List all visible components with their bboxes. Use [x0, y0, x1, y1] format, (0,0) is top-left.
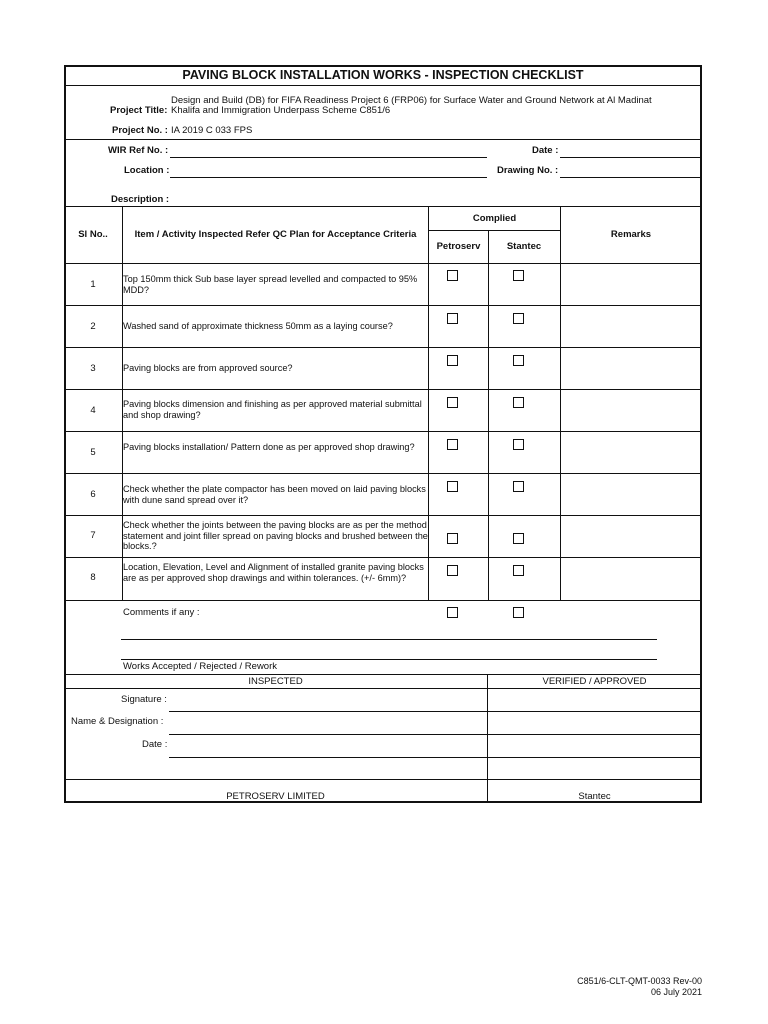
document-date: 06 July 2021	[650, 987, 702, 997]
name-designation-field[interactable]	[169, 734, 702, 735]
petroserv-checkbox[interactable]	[447, 313, 458, 324]
row-number: 8	[90, 572, 96, 583]
signoff-header-divider	[64, 688, 702, 689]
col-complied-header: Complied	[472, 213, 517, 224]
stantec-checkbox[interactable]	[513, 397, 524, 408]
stantec-checkbox[interactable]	[513, 533, 524, 544]
row-number: 6	[90, 489, 96, 500]
wir-ref-label: WIR Ref No. :	[108, 145, 169, 156]
date-field[interactable]	[560, 157, 700, 158]
row-number: 2	[90, 321, 96, 332]
stantec-checkbox[interactable]	[513, 439, 524, 450]
row-item-text: Washed sand of approximate thickness 50mm as a laying course?	[123, 321, 393, 331]
company-divider	[64, 779, 702, 780]
comments-label: Comments if any :	[123, 607, 200, 618]
project-title-label: Project Title:	[110, 105, 168, 116]
petroserv-checkbox[interactable]	[447, 481, 458, 492]
col-stantec-header: Stantec	[506, 241, 542, 252]
petroserv-checkbox[interactable]	[447, 355, 458, 366]
table-top-border	[64, 206, 702, 207]
signoff-top-border	[64, 674, 702, 675]
description-label: Description :	[111, 194, 170, 205]
row-item-text: Paving blocks dimension and finishing as per approved material submittal and shop drawing?	[123, 399, 422, 420]
row-number: 4	[90, 405, 96, 416]
right-company-name: Stantec	[578, 791, 611, 802]
wir-ref-field[interactable]	[170, 157, 487, 158]
signoff-col-divider	[487, 674, 488, 803]
signature-label: Signature :	[121, 694, 167, 705]
row-divider	[64, 305, 702, 306]
project-no-label: Project No. :	[112, 125, 168, 136]
col-sl-header: Sl No..	[78, 229, 108, 240]
petroserv-checkbox[interactable]	[447, 397, 458, 408]
col-item-header: Item / Activity Inspected Refer QC Plan for Acceptance Criteria	[134, 229, 417, 240]
date-label: Date :	[532, 145, 559, 156]
row-item-text: Top 150mm thick Sub base layer spread levelled and compacted to 95% MDD?	[123, 274, 418, 295]
signoff-date-label: Date :	[142, 739, 168, 750]
row-divider	[64, 473, 702, 474]
signoff-date-field[interactable]	[169, 757, 702, 758]
col-line-item	[428, 206, 429, 600]
row-divider	[64, 431, 702, 432]
location-label: Location :	[124, 165, 170, 176]
row-item-text: Paving blocks installation/ Pattern done as per approved shop drawing?	[123, 442, 415, 452]
location-field[interactable]	[170, 177, 487, 178]
project-title-line2: Khalifa and Immigration Underpass Scheme C851/6	[171, 105, 391, 116]
table-bottom-border	[64, 600, 702, 601]
title-divider	[64, 85, 702, 86]
stantec-checkbox[interactable]	[513, 355, 524, 366]
row-number: 5	[90, 447, 96, 458]
table-header-bottom	[64, 263, 702, 264]
row-divider	[64, 389, 702, 390]
stantec-checkbox[interactable]	[513, 481, 524, 492]
row-item-text: Check whether the joints between the paving blocks are as per the method statement and joint filler spread on paving blocks and brushed between the blocks.?	[123, 520, 428, 552]
header-divider	[64, 139, 702, 140]
inspected-header: INSPECTED	[248, 676, 303, 687]
petroserv-checkbox[interactable]	[447, 270, 458, 281]
works-status-label: Works Accepted / Rejected / Rework	[123, 661, 277, 672]
col-remarks-header: Remarks	[610, 229, 652, 240]
stantec-checkbox[interactable]	[513, 270, 524, 281]
row-divider	[64, 515, 702, 516]
row-number: 3	[90, 363, 96, 374]
col-line-stantec	[560, 206, 561, 600]
name-designation-label: Name & Designation :	[71, 716, 164, 727]
col-line-petroserv	[488, 230, 489, 600]
col-petroserv-header: Petroserv	[436, 241, 481, 252]
left-company-name: PETROSERV LIMITED	[226, 791, 325, 802]
project-title-line1: Design and Build (DB) for FIFA Readiness Project 6 (FRP06) for Surface Water and Ground Network at Al Madinat	[171, 95, 652, 106]
drawing-no-field[interactable]	[560, 177, 700, 178]
petroserv-checkbox[interactable]	[447, 439, 458, 450]
drawing-no-label: Drawing No. :	[497, 165, 559, 176]
document-number: C851/6-CLT-QMT-0033 Rev-00	[577, 976, 702, 986]
petroserv-comment-checkbox[interactable]	[447, 607, 458, 618]
stantec-comment-checkbox[interactable]	[513, 607, 524, 618]
row-item-text: Location, Elevation, Level and Alignment of installed granite paving blocks are as per approved shop drawings and within tolerances. (+/- 6mm)?	[123, 562, 424, 583]
row-divider	[64, 347, 702, 348]
stantec-checkbox[interactable]	[513, 565, 524, 576]
comments-line[interactable]	[121, 639, 657, 640]
page-title: PAVING BLOCK INSTALLATION WORKS - INSPECTION CHECKLIST	[182, 68, 584, 82]
row-item-text: Check whether the plate compactor has been moved on laid paving blocks with dune sand spread over it?	[123, 484, 426, 505]
row-number: 7	[90, 530, 96, 541]
row-item-text: Paving blocks are from approved source?	[123, 363, 293, 373]
row-number: 1	[90, 279, 96, 290]
petroserv-checkbox[interactable]	[447, 533, 458, 544]
row-divider	[64, 557, 702, 558]
stantec-checkbox[interactable]	[513, 313, 524, 324]
verified-header: VERIFIED / APPROVED	[542, 676, 647, 687]
petroserv-checkbox[interactable]	[447, 565, 458, 576]
comments-line[interactable]	[121, 659, 657, 660]
project-no-value: IA 2019 C 033 FPS	[171, 125, 253, 136]
signature-field[interactable]	[169, 711, 702, 712]
complied-divider	[429, 230, 560, 231]
